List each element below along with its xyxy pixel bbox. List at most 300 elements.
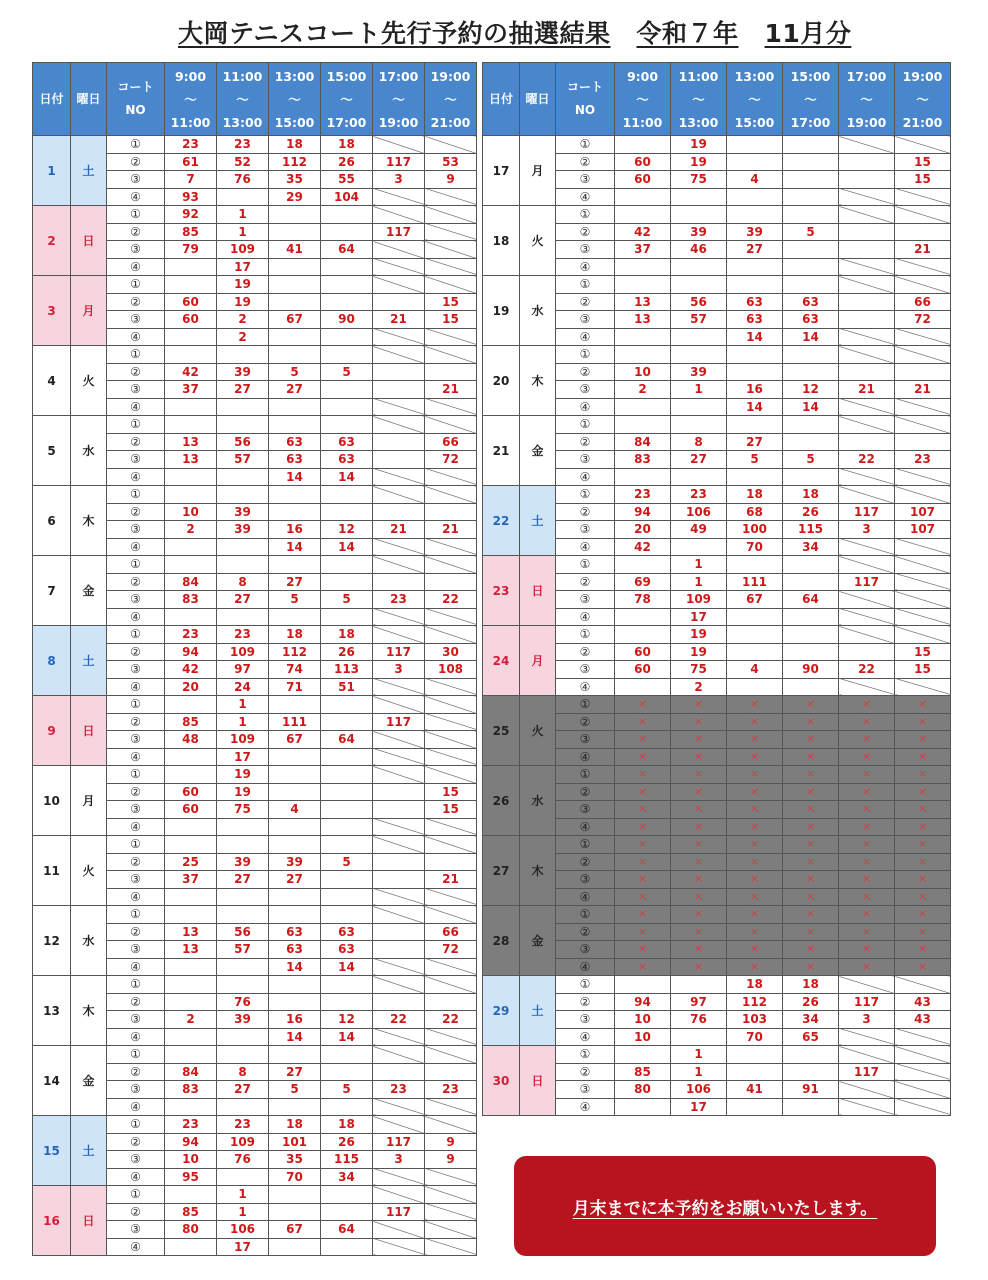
lottery-result-cell <box>165 906 217 924</box>
lottery-result-cell <box>373 801 425 819</box>
weekday-cell: 金 <box>71 556 107 626</box>
lottery-result-cell: 70 <box>727 538 783 556</box>
court-number-cell: ④ <box>556 888 615 906</box>
weekday-cell: 土 <box>71 626 107 696</box>
lottery-result-cell: 53 <box>425 153 477 171</box>
lottery-result-cell: 109 <box>217 731 269 749</box>
slot-tilde: 〜 <box>184 91 197 107</box>
lottery-result-cell <box>727 416 783 434</box>
unavailable-cell <box>373 731 425 749</box>
closed-cell: × <box>783 783 839 801</box>
table-row <box>33 1046 477 1064</box>
lottery-result-cell <box>615 206 671 224</box>
closed-cell: × <box>895 696 951 714</box>
lottery-result-cell: 34 <box>783 538 839 556</box>
lottery-result-cell <box>321 836 373 854</box>
closed-cell: × <box>727 888 783 906</box>
lottery-result-cell: 55 <box>321 171 373 189</box>
unavailable-cell <box>839 136 895 154</box>
court-number-cell: ① <box>556 626 615 644</box>
table-row <box>483 486 951 504</box>
lottery-result-cell <box>217 188 269 206</box>
lottery-result-cell: 57 <box>217 451 269 469</box>
unavailable-cell <box>425 468 477 486</box>
lottery-result-cell: 5 <box>321 853 373 871</box>
lottery-result-cell <box>373 433 425 451</box>
court-number-cell: ② <box>556 573 615 591</box>
closed-cell: × <box>895 801 951 819</box>
lottery-result-cell: 3 <box>373 1151 425 1169</box>
date-cell: 9 <box>33 696 71 766</box>
lottery-result-cell: 106 <box>671 503 727 521</box>
closed-cell: × <box>727 748 783 766</box>
court-number-cell: ① <box>556 206 615 224</box>
lottery-result-cell <box>269 906 321 924</box>
header-time-slot <box>783 63 839 136</box>
unavailable-cell <box>839 608 895 626</box>
lottery-result-cell: 21 <box>373 521 425 539</box>
lottery-result-cell <box>373 573 425 591</box>
closed-cell: × <box>783 801 839 819</box>
unavailable-cell <box>373 398 425 416</box>
slot-start: 17:00 <box>378 68 419 84</box>
lottery-result-cell <box>615 276 671 294</box>
unavailable-cell <box>425 1238 477 1256</box>
lottery-result-cell <box>217 1098 269 1116</box>
lottery-result-cell: 21 <box>839 381 895 399</box>
lottery-result-cell: 109 <box>217 241 269 259</box>
court-number-cell: ① <box>556 1046 615 1064</box>
unavailable-cell <box>373 976 425 994</box>
lottery-result-cell: 14 <box>321 1028 373 1046</box>
title-era: 令和７年 <box>636 19 739 48</box>
court-number-cell: ① <box>556 486 615 504</box>
lottery-result-cell: 13 <box>165 941 217 959</box>
lottery-result-cell: 19 <box>217 293 269 311</box>
closed-cell: × <box>615 871 671 889</box>
table-row <box>33 1186 477 1204</box>
lottery-result-cell: 117 <box>373 153 425 171</box>
unavailable-cell <box>373 696 425 714</box>
lottery-result-cell: 117 <box>839 1063 895 1081</box>
lottery-result-cell: 9 <box>425 1151 477 1169</box>
lottery-result-cell: 65 <box>783 1028 839 1046</box>
date-cell: 17 <box>483 136 520 206</box>
court-number-cell: ④ <box>107 818 165 836</box>
lottery-result-cell: 111 <box>269 713 321 731</box>
unavailable-cell <box>895 1081 951 1099</box>
table-row <box>483 976 951 994</box>
lottery-result-cell: 15 <box>425 801 477 819</box>
slot-tilde: 〜 <box>444 91 457 107</box>
lottery-result-cell: 5 <box>269 363 321 381</box>
table-row <box>33 416 477 434</box>
lottery-result-cell: 19 <box>671 643 727 661</box>
weekday-cell: 木 <box>520 346 556 416</box>
lottery-result-cell: 5 <box>269 1081 321 1099</box>
lottery-result-cell: 115 <box>783 521 839 539</box>
closed-cell: × <box>783 713 839 731</box>
date-cell: 14 <box>33 1046 71 1116</box>
unavailable-cell <box>425 678 477 696</box>
court-number-cell: ② <box>556 993 615 1011</box>
lottery-result-cell <box>269 888 321 906</box>
closed-cell: × <box>727 731 783 749</box>
lottery-result-cell: 9 <box>425 1133 477 1151</box>
lottery-result-cell: 13 <box>165 451 217 469</box>
lottery-result-cell: 91 <box>783 1081 839 1099</box>
lottery-result-cell: 14 <box>783 328 839 346</box>
header-date: 日付 <box>33 63 71 136</box>
unavailable-cell <box>895 573 951 591</box>
weekday-cell: 日 <box>71 696 107 766</box>
lottery-result-cell <box>165 608 217 626</box>
slot-tilde: 〜 <box>636 91 649 107</box>
lottery-result-cell: 64 <box>321 1221 373 1239</box>
lottery-result-cell: 3 <box>373 661 425 679</box>
closed-cell: × <box>783 696 839 714</box>
lottery-result-cell: 14 <box>727 398 783 416</box>
unavailable-cell <box>373 626 425 644</box>
slot-end: 15:00 <box>734 114 775 130</box>
closed-cell: × <box>839 853 895 871</box>
unavailable-cell <box>895 556 951 574</box>
lottery-result-cell <box>671 258 727 276</box>
lottery-result-cell <box>783 573 839 591</box>
header-court-label: コート <box>566 80 603 94</box>
lottery-result-cell <box>217 556 269 574</box>
lottery-result-cell: 19 <box>217 276 269 294</box>
court-number-cell: ④ <box>556 1028 615 1046</box>
date-cell: 11 <box>33 836 71 906</box>
header-court-label: コート <box>117 80 154 94</box>
lottery-result-cell <box>321 346 373 364</box>
lottery-result-cell <box>727 556 783 574</box>
lottery-result-cell <box>269 258 321 276</box>
slot-end: 13:00 <box>678 114 719 130</box>
lottery-result-cell: 10 <box>615 1011 671 1029</box>
lottery-result-cell: 27 <box>269 573 321 591</box>
lottery-result-cell: 112 <box>269 153 321 171</box>
header-weekday: 曜日 <box>520 63 556 136</box>
lottery-result-cell: 92 <box>165 206 217 224</box>
lottery-result-cell: 39 <box>269 853 321 871</box>
closed-cell: × <box>671 766 727 784</box>
closed-cell: × <box>839 748 895 766</box>
court-number-cell: ③ <box>556 941 615 959</box>
unavailable-cell <box>373 1046 425 1064</box>
court-number-cell: ② <box>107 993 165 1011</box>
unavailable-cell <box>373 958 425 976</box>
lottery-result-cell: 75 <box>217 801 269 819</box>
closed-cell: × <box>671 958 727 976</box>
closed-cell: × <box>615 888 671 906</box>
lottery-result-cell <box>373 293 425 311</box>
slot-start: 9:00 <box>174 68 207 84</box>
lottery-result-cell: 43 <box>895 1011 951 1029</box>
unavailable-cell <box>895 1046 951 1064</box>
lottery-result-cell <box>165 818 217 836</box>
header-time-slot <box>895 63 951 136</box>
lottery-result-cell <box>727 1098 783 1116</box>
lottery-result-cell: 117 <box>839 503 895 521</box>
lottery-result-cell: 14 <box>727 328 783 346</box>
lottery-result-cell: 57 <box>217 941 269 959</box>
header-time-slot <box>671 63 727 136</box>
date-cell: 3 <box>33 276 71 346</box>
court-number-cell: ② <box>556 503 615 521</box>
court-number-cell: ① <box>107 136 165 154</box>
lottery-result-cell <box>321 328 373 346</box>
court-number-cell: ② <box>556 153 615 171</box>
court-number-cell: ② <box>107 643 165 661</box>
lottery-result-cell: 64 <box>783 591 839 609</box>
unavailable-cell <box>839 678 895 696</box>
lottery-result-cell <box>425 853 477 871</box>
weekday-cell: 水 <box>71 906 107 976</box>
lottery-result-cell <box>217 818 269 836</box>
unavailable-cell <box>839 591 895 609</box>
lottery-result-cell: 27 <box>727 433 783 451</box>
lottery-result-cell <box>727 1046 783 1064</box>
court-number-cell: ② <box>556 433 615 451</box>
lottery-result-cell <box>269 1203 321 1221</box>
slot-tilde: 〜 <box>804 91 817 107</box>
lottery-result-cell: 16 <box>269 1011 321 1029</box>
court-number-cell: ③ <box>107 731 165 749</box>
lottery-result-cell: 24 <box>217 678 269 696</box>
lottery-result-cell: 4 <box>727 661 783 679</box>
closed-cell: × <box>839 818 895 836</box>
lottery-result-cell: 26 <box>321 153 373 171</box>
lottery-result-cell <box>321 766 373 784</box>
lottery-result-cell: 37 <box>165 871 217 889</box>
lottery-result-cell: 60 <box>165 801 217 819</box>
closed-cell: × <box>727 871 783 889</box>
court-number-cell: ② <box>107 713 165 731</box>
lottery-result-cell <box>269 1046 321 1064</box>
closed-cell: × <box>615 696 671 714</box>
lottery-result-cell <box>269 608 321 626</box>
court-number-cell: ④ <box>556 818 615 836</box>
court-number-cell: ① <box>556 136 615 154</box>
lottery-result-cell: 42 <box>615 223 671 241</box>
lottery-result-cell: 63 <box>727 293 783 311</box>
closed-cell: × <box>671 871 727 889</box>
court-number-cell: ④ <box>107 608 165 626</box>
unavailable-cell <box>839 468 895 486</box>
lottery-result-cell <box>671 538 727 556</box>
unavailable-cell <box>425 188 477 206</box>
unavailable-cell <box>895 328 951 346</box>
lottery-result-cell: 109 <box>217 643 269 661</box>
lottery-result-cell: 76 <box>671 1011 727 1029</box>
lottery-result-cell: 15 <box>895 153 951 171</box>
lottery-result-cell: 12 <box>321 1011 373 1029</box>
unavailable-cell <box>895 1098 951 1116</box>
court-number-cell: ③ <box>556 731 615 749</box>
unavailable-cell <box>373 468 425 486</box>
court-number-cell: ④ <box>556 538 615 556</box>
court-number-cell: ② <box>107 853 165 871</box>
lottery-result-cell <box>671 276 727 294</box>
lottery-result-cell: 90 <box>783 661 839 679</box>
lottery-result-cell <box>269 1098 321 1116</box>
weekday-cell: 木 <box>71 486 107 556</box>
lottery-result-cell: 66 <box>425 433 477 451</box>
lottery-result-cell: 63 <box>269 941 321 959</box>
lottery-result-cell <box>165 766 217 784</box>
lottery-result-cell <box>165 416 217 434</box>
lottery-result-cell: 16 <box>727 381 783 399</box>
lottery-result-cell <box>727 608 783 626</box>
lottery-result-cell: 27 <box>269 871 321 889</box>
court-number-cell: ③ <box>107 381 165 399</box>
date-cell: 19 <box>483 276 520 346</box>
lottery-result-cell: 37 <box>165 381 217 399</box>
lottery-result-cell <box>321 976 373 994</box>
unavailable-cell <box>373 1221 425 1239</box>
table-row <box>483 416 951 434</box>
lottery-result-cell: 41 <box>269 241 321 259</box>
lottery-result-cell <box>165 486 217 504</box>
closed-cell: × <box>671 888 727 906</box>
lottery-result-cell <box>373 923 425 941</box>
closed-cell: × <box>615 853 671 871</box>
lottery-result-cell: 84 <box>165 573 217 591</box>
lottery-result-cell: 63 <box>269 451 321 469</box>
unavailable-cell <box>895 591 951 609</box>
closed-cell: × <box>615 923 671 941</box>
court-number-cell: ① <box>107 276 165 294</box>
lottery-result-cell: 63 <box>783 311 839 329</box>
court-number-cell: ③ <box>556 871 615 889</box>
lottery-result-cell: 5 <box>727 451 783 469</box>
unavailable-cell <box>839 398 895 416</box>
lottery-result-cell <box>269 993 321 1011</box>
slot-end: 21:00 <box>902 114 943 130</box>
weekday-cell: 日 <box>71 1186 107 1256</box>
lottery-result-cell <box>727 1063 783 1081</box>
lottery-result-cell: 2 <box>217 328 269 346</box>
court-number-cell: ④ <box>556 1098 615 1116</box>
table-row <box>483 346 951 364</box>
lottery-result-cell: 42 <box>165 661 217 679</box>
slot-tilde: 〜 <box>236 91 249 107</box>
court-number-cell: ① <box>107 1046 165 1064</box>
lottery-result-cell: 76 <box>217 993 269 1011</box>
table-row <box>33 556 477 574</box>
lottery-result-cell: 60 <box>165 293 217 311</box>
lottery-result-cell <box>783 206 839 224</box>
unavailable-cell <box>839 328 895 346</box>
court-number-cell: ④ <box>107 748 165 766</box>
lottery-result-cell <box>615 1098 671 1116</box>
table-row <box>483 766 951 784</box>
lottery-result-cell <box>783 136 839 154</box>
lottery-result-cell <box>165 1098 217 1116</box>
unavailable-cell <box>373 818 425 836</box>
lottery-result-cell: 23 <box>165 1116 217 1134</box>
lottery-result-cell: 27 <box>269 381 321 399</box>
lottery-result-cell: 51 <box>321 678 373 696</box>
court-number-cell: ① <box>107 416 165 434</box>
slot-tilde: 〜 <box>340 91 353 107</box>
court-number-cell: ① <box>107 836 165 854</box>
lottery-result-cell <box>671 976 727 994</box>
lottery-result-cell: 60 <box>615 643 671 661</box>
lottery-result-cell: 2 <box>671 678 727 696</box>
lottery-result-cell: 3 <box>373 171 425 189</box>
unavailable-cell <box>425 608 477 626</box>
lottery-result-cell: 57 <box>671 311 727 329</box>
header-court-no <box>556 63 615 136</box>
lottery-result-cell <box>321 276 373 294</box>
lottery-result-cell: 84 <box>615 433 671 451</box>
lottery-result-cell: 79 <box>165 241 217 259</box>
weekday-cell: 火 <box>520 206 556 276</box>
weekday-cell: 土 <box>520 486 556 556</box>
lottery-result-cell: 97 <box>671 993 727 1011</box>
court-number-cell: ② <box>107 433 165 451</box>
lottery-result-cell <box>615 328 671 346</box>
unavailable-cell <box>425 538 477 556</box>
closed-cell: × <box>895 748 951 766</box>
lottery-result-cell <box>321 608 373 626</box>
lottery-result-cell: 39 <box>217 363 269 381</box>
unavailable-cell <box>839 486 895 504</box>
court-number-cell: ④ <box>556 188 615 206</box>
lottery-result-cell: 63 <box>783 293 839 311</box>
lottery-result-cell: 69 <box>615 573 671 591</box>
table-row <box>33 1116 477 1134</box>
closed-cell: × <box>895 836 951 854</box>
date-cell: 30 <box>483 1046 520 1116</box>
lottery-result-cell: 2 <box>217 311 269 329</box>
header-weekday: 曜日 <box>71 63 107 136</box>
slot-start: 11:00 <box>678 68 719 84</box>
unavailable-cell <box>895 258 951 276</box>
lottery-result-cell: 115 <box>321 1151 373 1169</box>
lottery-result-cell: 94 <box>615 503 671 521</box>
closed-cell: × <box>671 696 727 714</box>
lottery-result-cell: 117 <box>373 643 425 661</box>
lottery-result-cell: 66 <box>425 923 477 941</box>
unavailable-cell <box>425 398 477 416</box>
lottery-result-cell <box>321 1063 373 1081</box>
court-number-cell: ① <box>107 906 165 924</box>
lottery-result-cell: 21 <box>895 241 951 259</box>
closed-cell: × <box>895 783 951 801</box>
lottery-result-cell <box>217 468 269 486</box>
slot-tilde: 〜 <box>392 91 405 107</box>
lottery-result-cell <box>321 993 373 1011</box>
lottery-result-cell <box>671 468 727 486</box>
lottery-result-cell <box>269 293 321 311</box>
lottery-result-cell: 61 <box>165 153 217 171</box>
court-number-cell: ② <box>107 783 165 801</box>
lottery-result-cell: 12 <box>783 381 839 399</box>
date-cell: 26 <box>483 766 520 836</box>
lottery-result-cell: 14 <box>321 538 373 556</box>
lottery-result-cell: 49 <box>671 521 727 539</box>
slot-tilde: 〜 <box>860 91 873 107</box>
lottery-result-cell <box>373 783 425 801</box>
closed-cell: × <box>727 906 783 924</box>
weekday-cell: 水 <box>520 766 556 836</box>
lottery-result-cell: 107 <box>895 521 951 539</box>
lottery-result-cell <box>783 678 839 696</box>
